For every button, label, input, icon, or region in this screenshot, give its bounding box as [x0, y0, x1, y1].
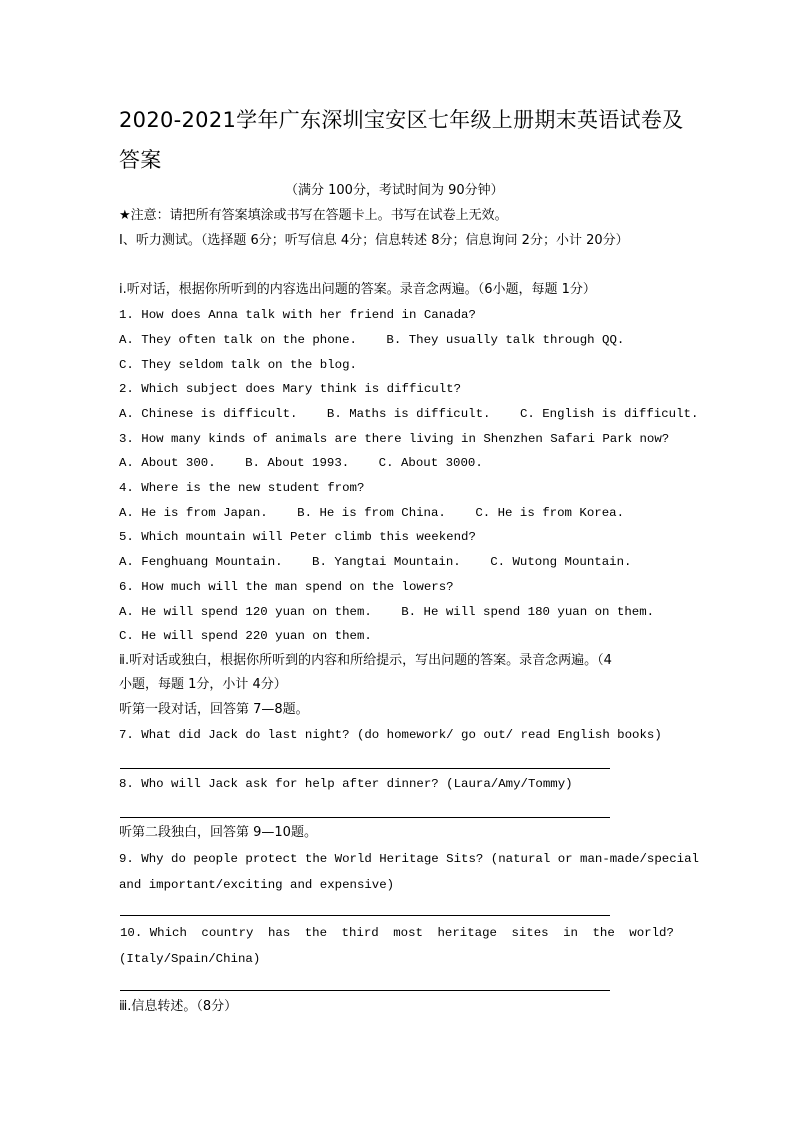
question-6-options-row [119, 604, 654, 620]
q10-word: sites [511, 926, 549, 940]
q10-word: has [267, 926, 291, 940]
option-4c: C. He is from Korea. [475, 506, 625, 520]
part-ii-heading-line2: 小题，每题 1分，小计 4分） [119, 677, 287, 692]
question-5: 5. Which mountain will Peter climb this weekend? [119, 530, 476, 544]
option-4b: B. He is from China. [297, 506, 446, 520]
option-1b: B. They usually talk through QQ. [386, 333, 625, 347]
question-4: 4. Where is the new student from? [119, 481, 365, 495]
option-2c: C. English is difficult. [519, 407, 699, 421]
option-6a: A. He will spend 120 yuan on them. [119, 605, 372, 619]
question-1: 1. How does Anna talk with her friend in Canada? [119, 308, 476, 322]
question-2-options-row [119, 406, 698, 422]
option-3a: A. About 300. [119, 456, 216, 470]
question-7: 7. What did Jack do last night? (do homework/ go out/ read English books) [119, 728, 662, 742]
part-iii-heading: ⅲ.信息转述。（8分） [119, 999, 238, 1014]
q10-word: world? [629, 926, 674, 940]
question-8: 8. Who will Jack ask for help after dinner? (Laura/Amy/Tommy) [119, 777, 573, 791]
q10-word: in [563, 926, 578, 940]
question-2: 2. Which subject does Mary think is difficult? [119, 382, 462, 396]
option-4a: A. He is from Japan. [119, 506, 268, 520]
q10-word: the [304, 926, 328, 940]
question-6: 6. How much will the man spend on the lowers? [119, 580, 454, 594]
question-1-options-row [119, 332, 624, 348]
option-5a: A. Fenghuang Mountain. [119, 555, 283, 569]
answer-line-9[interactable] [120, 915, 610, 916]
part-ii-heading-line1: ⅱ.听对话或独白，根据你所听到的内容和所给提示，写出问题的答案。录音念两遍。（4 [119, 653, 612, 668]
option-2a: A. Chinese is difficult. [119, 407, 298, 421]
dialogue-1-intro: 听第一段对话，回答第 7—8题。 [119, 702, 309, 717]
question-4-options-row [119, 505, 624, 521]
exam-notice: ★注意：请把所有答案填涂或书写在答题卡上。书写在试卷上无效。 [119, 208, 508, 223]
option-1c: C. They seldom talk on the blog. [119, 358, 357, 372]
option-6b: B. He will spend 180 yuan on them. [401, 605, 655, 619]
question-9-line1: 9. Why do people protect the World Heritage Sits? (natural or man-made/special [119, 852, 699, 866]
q10-word: heritage [437, 926, 497, 940]
answer-line-7[interactable] [120, 768, 610, 769]
option-2b: B. Maths is difficult. [326, 407, 491, 421]
document-title-line2: 答案 [119, 148, 162, 172]
option-5b: B. Yangtai Mountain. [312, 555, 461, 569]
answer-line-8[interactable] [120, 817, 610, 818]
question-3-options-row [119, 455, 483, 471]
document-title-line1: 2020-2021学年广东深圳宝安区七年级上册期末英语试卷及 [119, 108, 684, 132]
option-5c: C. Wutong Mountain. [490, 555, 632, 569]
exam-subtitle: （满分 100分，考试时间为 90分钟） [285, 183, 504, 198]
option-3b: B. About 1993. [245, 456, 350, 470]
option-6c: C. He will spend 220 yuan on them. [119, 629, 372, 643]
question-10-line2: (Italy/Spain/China) [119, 952, 261, 966]
question-10-line1 [120, 925, 674, 941]
q10-word: 10. Which [120, 926, 187, 940]
section-1-heading: Ⅰ、听力测试。（选择题 6分；听写信息 4分；信息转述 8分；信息询问 2分；小计 20分） [119, 233, 629, 248]
option-1a: A. They often talk on the phone. [119, 333, 357, 347]
option-3c: C. About 3000. [378, 456, 483, 470]
answer-line-10[interactable] [120, 990, 610, 991]
part-i-heading: ⅰ.听对话，根据你所听到的内容选出问题的答案。录音念两遍。（6小题，每题 1分） [119, 282, 596, 297]
q10-word: the [592, 926, 615, 940]
q10-word: third [341, 926, 379, 940]
question-5-options-row [119, 554, 631, 570]
question-9-line2: and important/exciting and expensive) [119, 878, 395, 892]
monologue-2-intro: 听第二段独白，回答第 9—10题。 [119, 825, 317, 840]
q10-word: country [201, 926, 254, 940]
q10-word: most [393, 926, 423, 940]
question-3: 3. How many kinds of animals are there living in Shenzhen Safari Park now? [119, 432, 670, 446]
